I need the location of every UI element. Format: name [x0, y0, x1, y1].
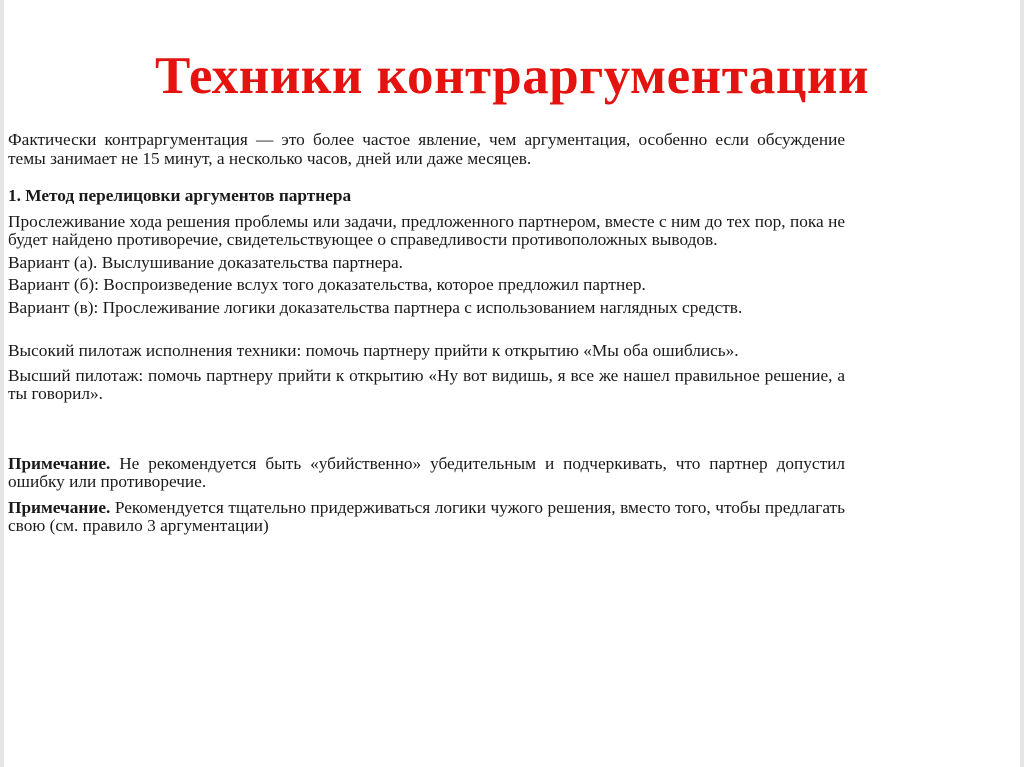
note-second — [8, 499, 845, 536]
pilotage-high: Высокий пилотаж исполнения техники: помочь партнеру прийти к открытию «Мы оба ошиблись». — [8, 341, 739, 360]
variant-b: Вариант (б): Воспроизведение вслух того доказательства, которое предложил партнер. — [8, 275, 646, 294]
note-first-label: Примечание. — [8, 453, 111, 473]
slide-title: Техники контраргументации — [154, 47, 870, 105]
intro-paragraph: Фактически контраргументация — это более частое явление, чем аргументация, особенно если обсуждение темы занимает не 15 минут, а несколько часов, дней или даже месяцев. — [8, 130, 845, 168]
slide-body — [8, 131, 845, 536]
pilotage-highest: Высший пилотаж: помочь партнеру прийти к открытию «Ну вот видишь, я все же нашел правильное решение, а ты говорил». — [8, 365, 845, 403]
note-second-label: Примечание. — [8, 497, 111, 517]
variant-a: Вариант (а). Выслушивание доказательства партнера. — [8, 252, 404, 272]
method-heading: 1. Метод перелицовки аргументов партнера — [8, 186, 352, 205]
slide-left-edge — [0, 0, 4, 767]
note-second-text: Рекомендуется тщательно придерживаться логики чужого решения, вместо того, чтобы предлагать свою (см. правило 3 аргументации) — [8, 497, 845, 535]
variant-c: Вариант (в): Прослеживание логики доказательства партнера с использованием наглядных средств. — [8, 297, 743, 317]
method-description: Прослеживание хода решения проблемы или задачи, предложенного партнером, вместе с ним до тех пор, пока не будет найдено противоречие, свидетельствующее о справедливости противоположных выводов. — [8, 211, 845, 249]
note-first-text: Не рекомендуется быть «убийственно» убедительным и подчеркивать, что партнер допустил ошибку или противоречие. — [8, 453, 845, 491]
slide-right-edge — [1020, 0, 1024, 767]
note-first — [8, 455, 845, 492]
